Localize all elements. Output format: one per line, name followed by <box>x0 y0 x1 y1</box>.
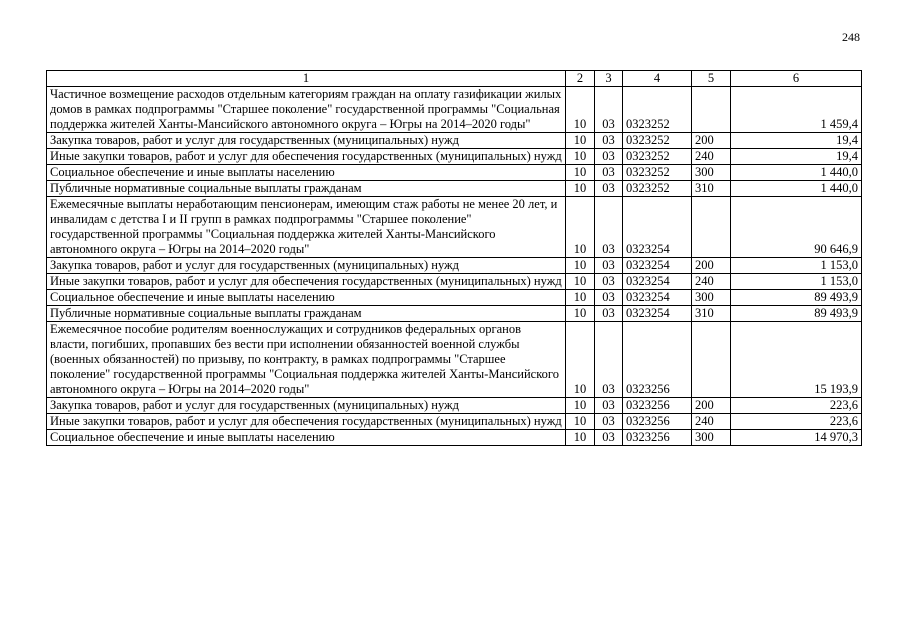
row-subsection-cell: 03 <box>595 197 623 258</box>
table-row <box>47 306 862 322</box>
row-expense-type-cell: 300 <box>692 290 731 306</box>
row-subsection-cell: 03 <box>595 165 623 181</box>
table-header-row <box>47 71 862 87</box>
row-subsection-cell: 03 <box>595 149 623 165</box>
row-section-cell: 10 <box>566 165 595 181</box>
row-subsection-cell: 03 <box>595 290 623 306</box>
row-section-cell: 10 <box>566 274 595 290</box>
row-target-article-cell: 0323256 <box>623 414 692 430</box>
row-subsection-cell: 03 <box>595 398 623 414</box>
row-target-article-cell: 0323254 <box>623 306 692 322</box>
page-number: 248 <box>842 30 860 44</box>
row-name-cell: Закупка товаров, работ и услуг для государственных (муниципальных) нужд <box>47 133 566 149</box>
row-amount-cell: 223,6 <box>731 414 862 430</box>
budget-table <box>46 70 862 446</box>
column-header-amount: 6 <box>731 71 862 87</box>
row-target-article-cell: 0323252 <box>623 133 692 149</box>
row-amount-cell: 14 970,3 <box>731 430 862 446</box>
row-expense-type-cell <box>692 197 731 258</box>
table-body <box>47 87 862 446</box>
column-header-expense-type: 5 <box>692 71 731 87</box>
row-target-article-cell: 0323256 <box>623 322 692 398</box>
row-name-cell: Закупка товаров, работ и услуг для государственных (муниципальных) нужд <box>47 258 566 274</box>
column-header-target-article: 4 <box>623 71 692 87</box>
row-section-cell: 10 <box>566 258 595 274</box>
row-section-cell: 10 <box>566 197 595 258</box>
row-amount-cell: 19,4 <box>731 149 862 165</box>
row-expense-type-cell: 240 <box>692 414 731 430</box>
table-row <box>47 197 862 258</box>
row-expense-type-cell: 200 <box>692 398 731 414</box>
row-amount-cell: 15 193,9 <box>731 322 862 398</box>
row-section-cell: 10 <box>566 87 595 133</box>
row-amount-cell: 1 440,0 <box>731 165 862 181</box>
row-section-cell: 10 <box>566 398 595 414</box>
row-section-cell: 10 <box>566 290 595 306</box>
row-section-cell: 10 <box>566 322 595 398</box>
row-subsection-cell: 03 <box>595 274 623 290</box>
row-subsection-cell: 03 <box>595 430 623 446</box>
row-section-cell: 10 <box>566 181 595 197</box>
table-row <box>47 133 862 149</box>
row-amount-cell: 90 646,9 <box>731 197 862 258</box>
row-target-article-cell: 0323256 <box>623 430 692 446</box>
table-row <box>47 322 862 398</box>
row-expense-type-cell: 300 <box>692 165 731 181</box>
row-subsection-cell: 03 <box>595 181 623 197</box>
table-row <box>47 181 862 197</box>
table-row <box>47 87 862 133</box>
row-amount-cell: 1 440,0 <box>731 181 862 197</box>
column-header-name: 1 <box>47 71 566 87</box>
row-amount-cell: 1 153,0 <box>731 274 862 290</box>
row-amount-cell: 223,6 <box>731 398 862 414</box>
row-subsection-cell: 03 <box>595 322 623 398</box>
row-target-article-cell: 0323254 <box>623 197 692 258</box>
row-target-article-cell: 0323252 <box>623 165 692 181</box>
table-row <box>47 258 862 274</box>
row-section-cell: 10 <box>566 149 595 165</box>
row-subsection-cell: 03 <box>595 258 623 274</box>
row-expense-type-cell: 200 <box>692 133 731 149</box>
row-expense-type-cell: 240 <box>692 274 731 290</box>
row-expense-type-cell: 300 <box>692 430 731 446</box>
row-section-cell: 10 <box>566 430 595 446</box>
table-row <box>47 430 862 446</box>
row-name-cell: Иные закупки товаров, работ и услуг для обеспечения государственных (муниципальных) нужд <box>47 414 566 430</box>
table-row <box>47 398 862 414</box>
row-amount-cell: 1 153,0 <box>731 258 862 274</box>
row-section-cell: 10 <box>566 414 595 430</box>
row-subsection-cell: 03 <box>595 306 623 322</box>
row-amount-cell: 19,4 <box>731 133 862 149</box>
row-expense-type-cell: 240 <box>692 149 731 165</box>
row-name-cell: Ежемесячные выплаты неработающим пенсионерам, имеющим стаж работы не менее 20 лет, и инвалидам с детства I и II групп в рамках подпрограммы "Старшее поколение" государственной программы "Социальная поддержка жителей Ханты-Мансийского автономного округа – Югры на 2014–2020 годы" <box>47 197 566 258</box>
row-target-article-cell: 0323254 <box>623 274 692 290</box>
row-name-cell: Социальное обеспечение и иные выплаты населению <box>47 430 566 446</box>
row-expense-type-cell: 200 <box>692 258 731 274</box>
row-amount-cell: 1 459,4 <box>731 87 862 133</box>
column-header-section: 2 <box>566 71 595 87</box>
row-name-cell: Ежемесячное пособие родителям военнослужащих и сотрудников федеральных органов власти, погибших, пропавших без вести при исполнении обязанностей военной службы (военных обязанностей) по призыву, по контракту, в рамках подпрограммы "Старшее поколение" государственной программы "Социальная поддержка жителей Ханты-Мансийского автономного округа – Югры на 2014–2020 годы" <box>47 322 566 398</box>
row-name-cell: Закупка товаров, работ и услуг для государственных (муниципальных) нужд <box>47 398 566 414</box>
table-row <box>47 274 862 290</box>
row-section-cell: 10 <box>566 306 595 322</box>
row-subsection-cell: 03 <box>595 414 623 430</box>
row-name-cell: Частичное возмещение расходов отдельным категориям граждан на оплату газификации жилых домов в рамках подпрограммы "Старшее поколение" государственной программы "Социальная поддержка жителей Ханты-Мансийского автономного округа – Югры на 2014–2020 годы" <box>47 87 566 133</box>
row-name-cell: Иные закупки товаров, работ и услуг для обеспечения государственных (муниципальных) нужд <box>47 274 566 290</box>
row-expense-type-cell <box>692 322 731 398</box>
row-target-article-cell: 0323254 <box>623 258 692 274</box>
row-subsection-cell: 03 <box>595 87 623 133</box>
row-name-cell: Социальное обеспечение и иные выплаты населению <box>47 290 566 306</box>
row-target-article-cell: 0323252 <box>623 149 692 165</box>
row-target-article-cell: 0323256 <box>623 398 692 414</box>
table-row <box>47 149 862 165</box>
row-section-cell: 10 <box>566 133 595 149</box>
row-subsection-cell: 03 <box>595 133 623 149</box>
row-name-cell: Публичные нормативные социальные выплаты гражданам <box>47 306 566 322</box>
row-expense-type-cell <box>692 87 731 133</box>
column-header-subsection: 3 <box>595 71 623 87</box>
row-expense-type-cell: 310 <box>692 181 731 197</box>
row-target-article-cell: 0323252 <box>623 87 692 133</box>
row-name-cell: Иные закупки товаров, работ и услуг для обеспечения государственных (муниципальных) нужд <box>47 149 566 165</box>
row-target-article-cell: 0323252 <box>623 181 692 197</box>
row-name-cell: Социальное обеспечение и иные выплаты населению <box>47 165 566 181</box>
table-row <box>47 290 862 306</box>
row-amount-cell: 89 493,9 <box>731 290 862 306</box>
row-expense-type-cell: 310 <box>692 306 731 322</box>
table-row <box>47 414 862 430</box>
table-row <box>47 165 862 181</box>
row-target-article-cell: 0323254 <box>623 290 692 306</box>
row-amount-cell: 89 493,9 <box>731 306 862 322</box>
row-name-cell: Публичные нормативные социальные выплаты гражданам <box>47 181 566 197</box>
